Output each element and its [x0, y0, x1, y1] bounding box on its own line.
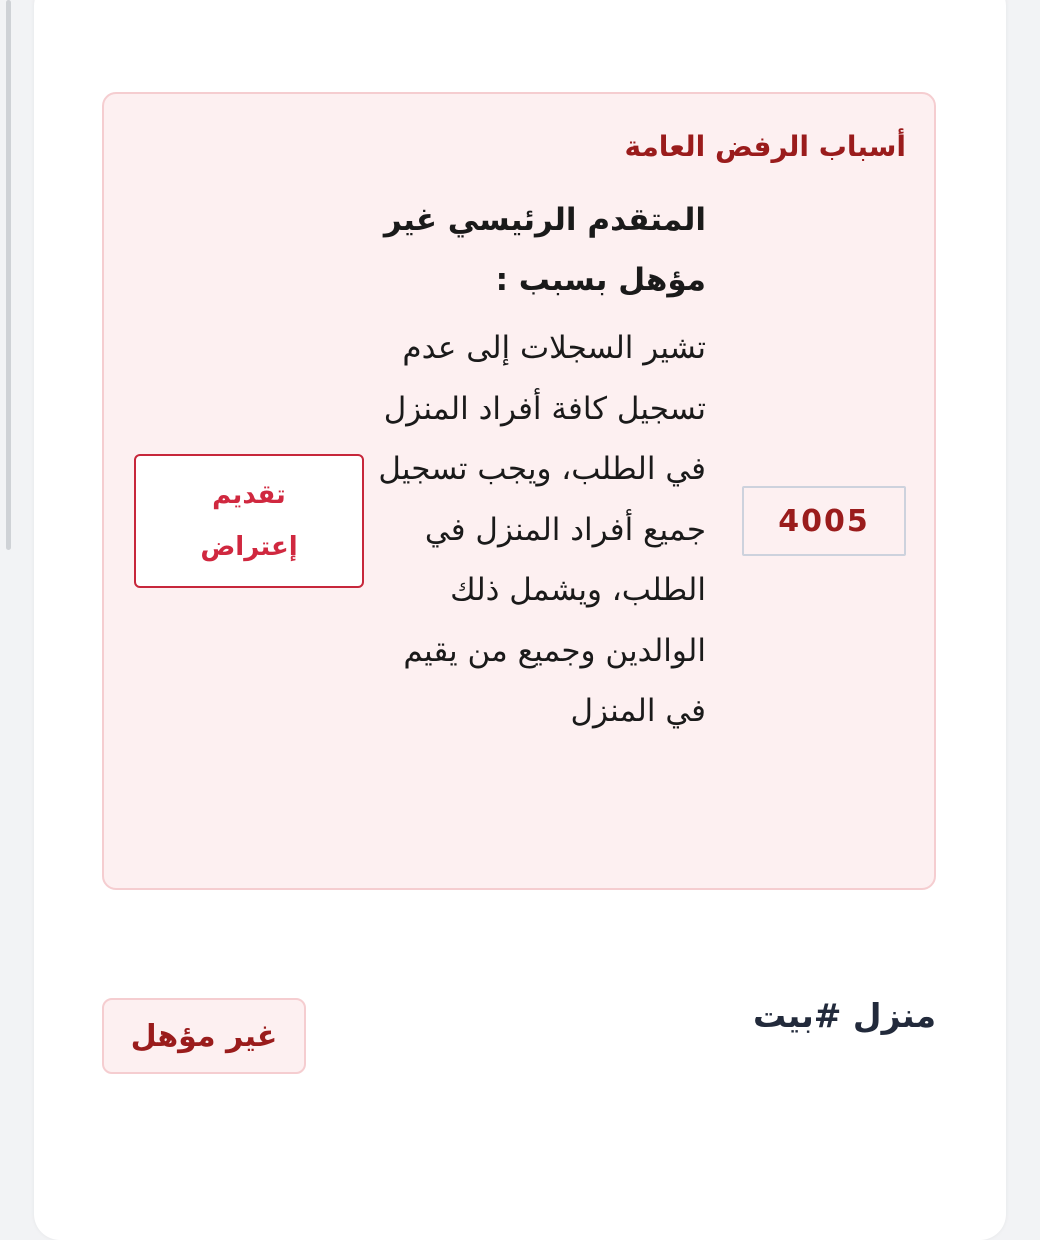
status-badge: غير مؤهل	[102, 998, 306, 1074]
rejection-reason	[376, 190, 706, 742]
reason-heading: المتقدم الرئيسي غير مؤهل بسبب :	[383, 202, 706, 298]
scrollbar[interactable]	[6, 0, 11, 550]
reason-description: تشير السجلات إلى عدم تسجيل كافة أفراد المنزل في الطلب، ويجب تسجيل جميع أفراد المنزل في الطلب، ويشمل ذلك الوالدين وجميع من يقيم في المنزل	[378, 330, 706, 729]
rejection-reasons-title: أسباب الرفض العامة	[624, 130, 906, 163]
submit-appeal-button[interactable]: تقديم إعتراض	[134, 454, 364, 588]
house-title: منزل #بيت	[753, 996, 936, 1035]
rejection-reasons-box	[102, 92, 936, 890]
rejection-code: 4005	[742, 486, 906, 556]
